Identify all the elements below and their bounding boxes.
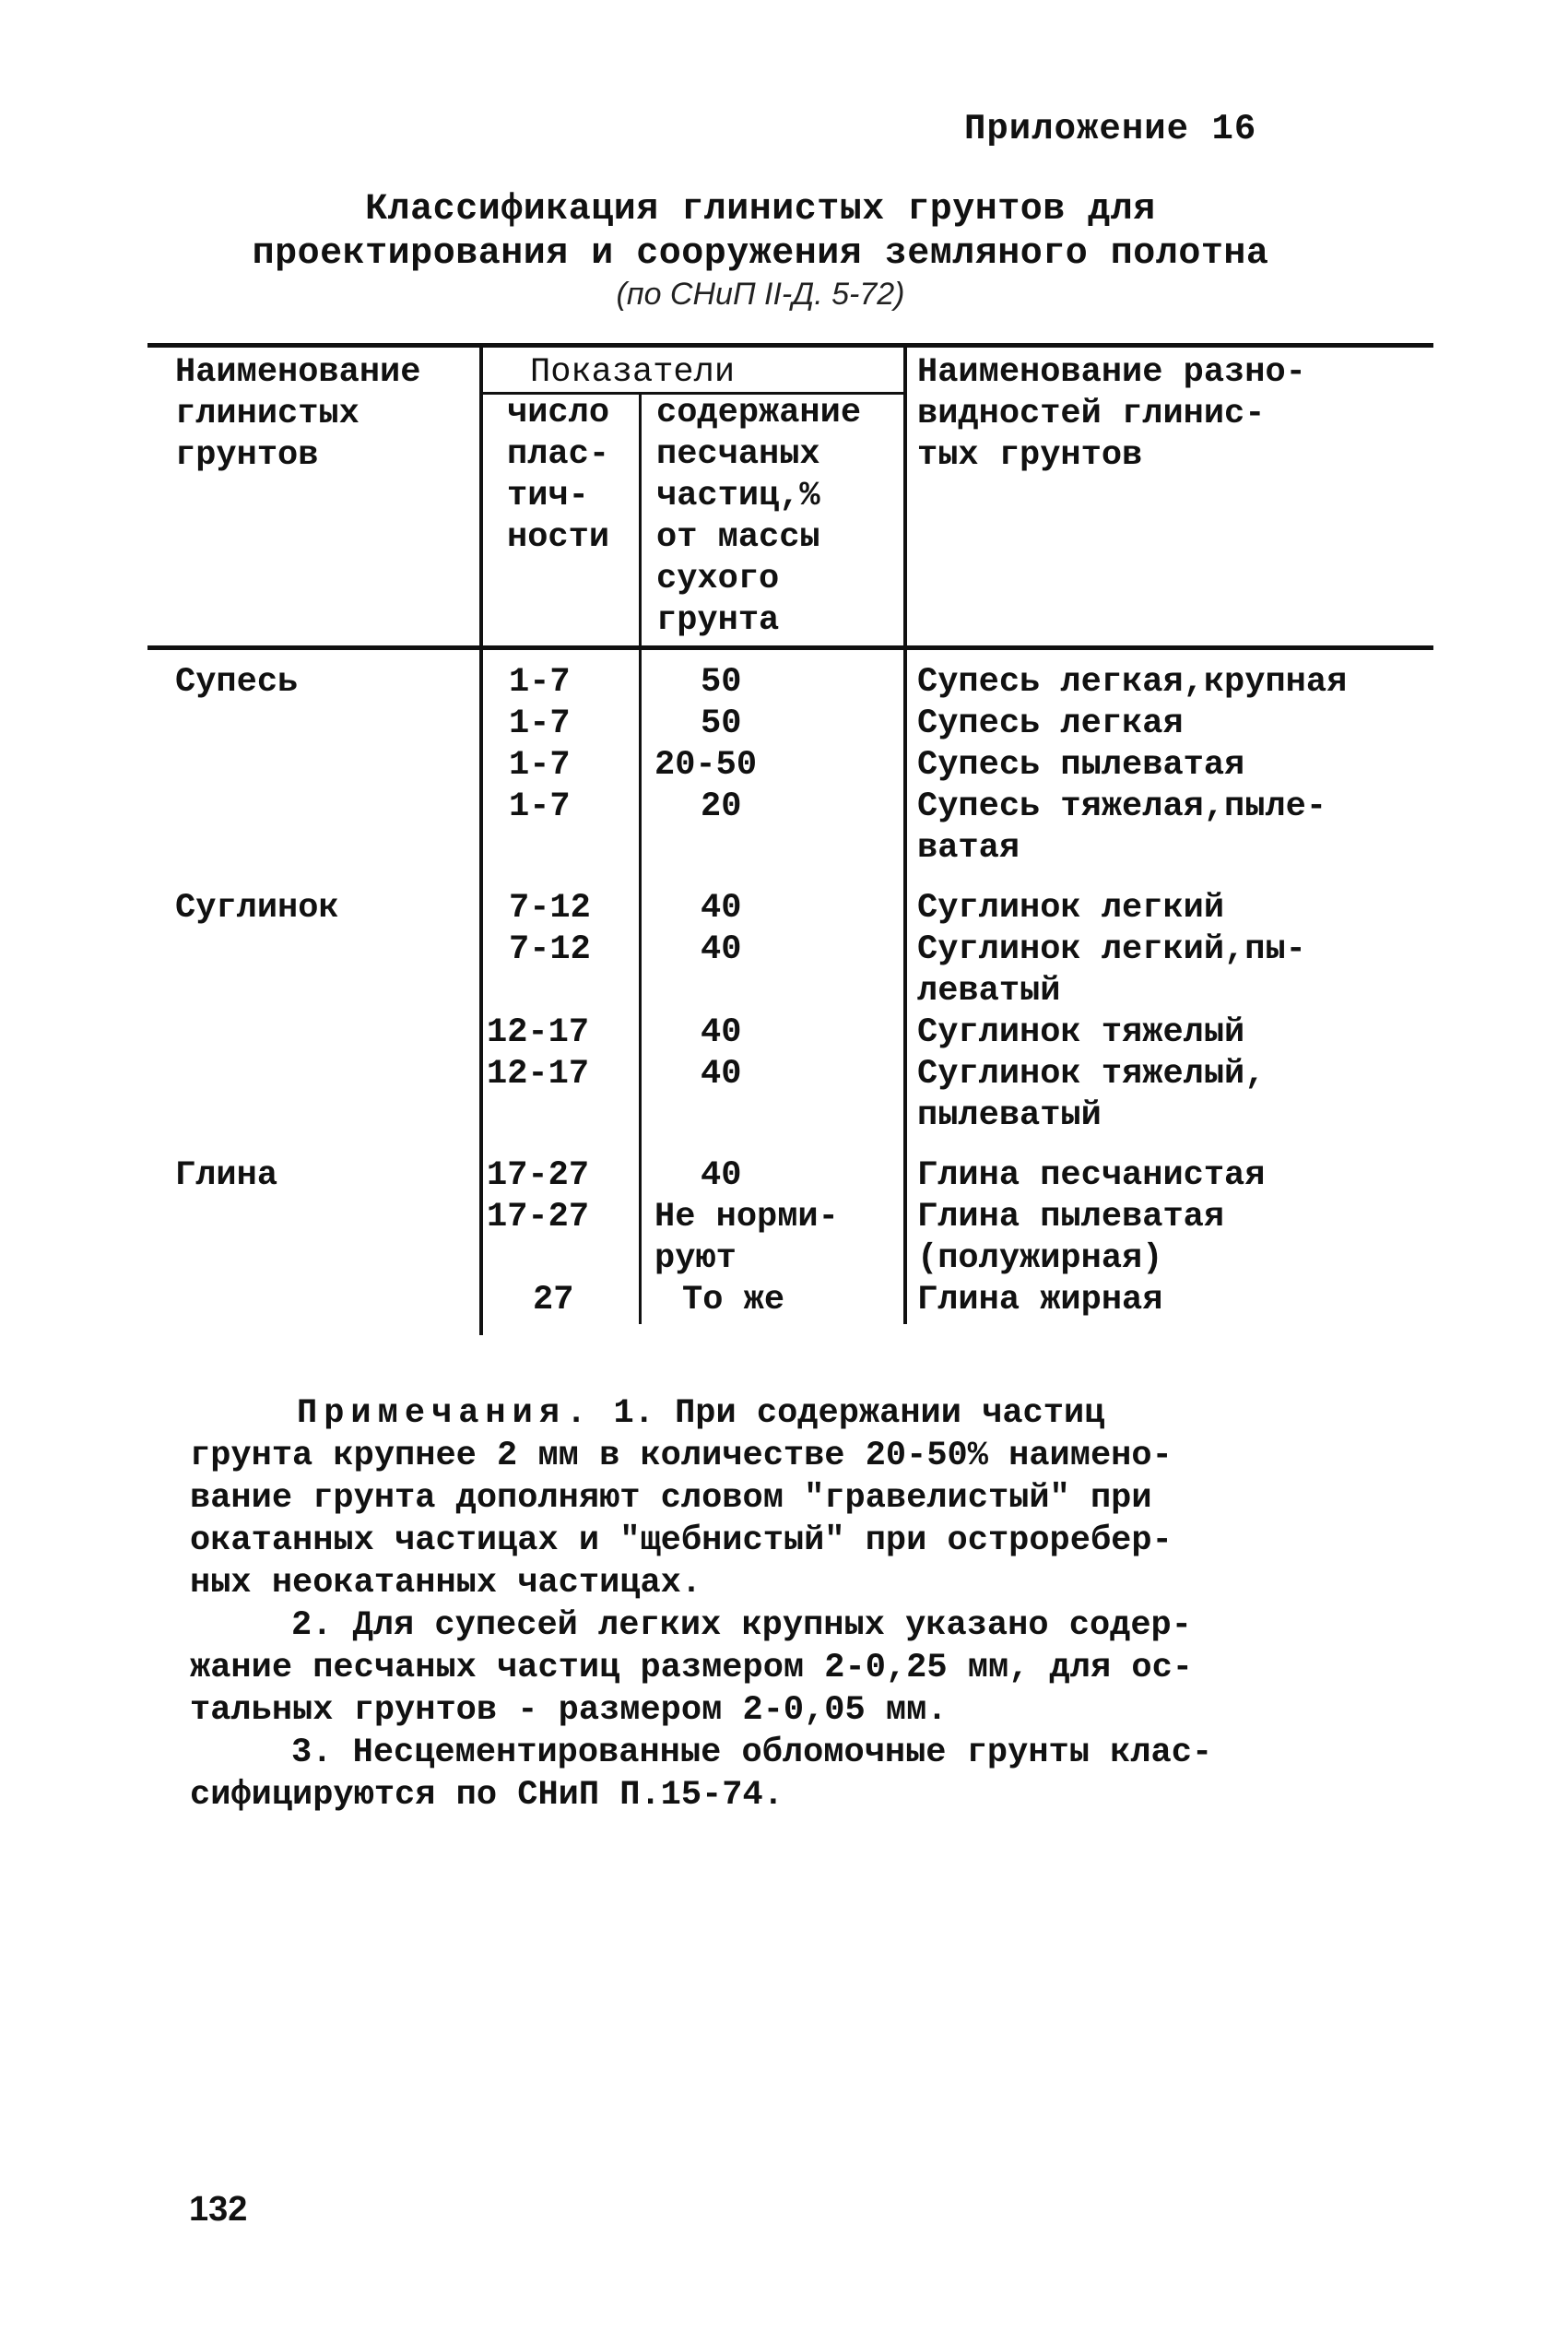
table-row-variety: Глина песчанистая: [917, 1156, 1266, 1195]
notes-line-2: грунта крупнее 2 мм в количестве 20-50% наимено-: [190, 1437, 1173, 1475]
table-row-sand: 40: [701, 1013, 742, 1052]
table-row-sand: 50: [701, 704, 742, 743]
table-row-plasticity: 17-27: [487, 1156, 590, 1195]
header-variety-name: Наименование разно- видностей глинис- тых грунтов: [917, 353, 1306, 475]
table-row-sand: 20-50: [654, 746, 758, 785]
table-row-variety: Суглинок тяжелый, пылеватый: [917, 1055, 1266, 1135]
table-row-plasticity: 27: [533, 1281, 574, 1319]
header-bottom-rule: [147, 645, 1433, 650]
table-title-line-2: проектирования и сооружения земляного полотна: [252, 233, 1269, 275]
notes-line-7: жание песчаных частиц размером 2-0,25 мм, для ос-: [190, 1649, 1193, 1687]
table-row-plasticity: 7-12: [509, 930, 591, 969]
table-row-variety: Супесь легкая,крупная: [917, 663, 1348, 702]
table-row-plasticity: 1-7: [509, 787, 571, 826]
table-row-plasticity: 12-17: [487, 1055, 590, 1094]
table-row-sand: Не норми- руют: [654, 1198, 839, 1278]
table-row-sand: То же: [682, 1281, 785, 1319]
group-name-clay: Глина: [175, 1156, 278, 1195]
notes-line-9: 3. Несцементированные обломочные грунты клас-: [291, 1733, 1213, 1772]
table-row-variety: Супесь легкая: [917, 704, 1184, 743]
table-row-plasticity: 1-7: [509, 663, 571, 702]
notes-line-8: тальных грунтов - размером 2-0,05 мм.: [190, 1691, 948, 1730]
table-row-variety: Глина пылеватая (полужирная): [917, 1198, 1225, 1278]
notes-heading: Примечания.: [297, 1394, 594, 1433]
table-row-sand: 40: [701, 889, 742, 928]
notes-block: [177, 1392, 1394, 1816]
table-top-rule: [147, 343, 1433, 348]
table-column-rule-3: [903, 347, 907, 1324]
notes-line-3: вание грунта дополняют словом "гравелистый" при: [190, 1479, 1152, 1518]
notes-line-5: ных неокатанных частицах.: [190, 1564, 702, 1603]
table-row-variety: Супесь тяжелая,пыле- ватая: [917, 787, 1327, 868]
table-row-variety: Суглинок легкий: [917, 889, 1225, 928]
notes-line-4: окатанных частицах и "щебнистый" при остроребер-: [190, 1521, 1173, 1560]
table-row-plasticity: 1-7: [509, 746, 571, 785]
page-number: 132: [189, 2190, 248, 2229]
table-row-sand: 20: [701, 787, 742, 826]
group-name-sandy-loam: Супесь: [175, 663, 299, 702]
table-row-variety: Супесь пылеватая: [917, 746, 1245, 785]
table-row-sand: 50: [701, 663, 742, 702]
table-row-sand: 40: [701, 1055, 742, 1094]
table-row-plasticity: 12-17: [487, 1013, 590, 1052]
table-column-rule-1: [479, 347, 483, 1335]
appendix-label: Приложение 16: [964, 109, 1257, 149]
header-sand-content: содержание песчаных частиц,% от массы сухого грунта: [656, 394, 862, 640]
table-row-sand: 40: [701, 1156, 742, 1195]
table-row-variety: Суглинок легкий,пы- леватый: [917, 930, 1306, 1011]
table-row-plasticity: 17-27: [487, 1198, 590, 1236]
group-name-loam: Суглинок: [175, 889, 339, 928]
table-row-plasticity: 1-7: [509, 704, 571, 743]
table-row-variety: Суглинок тяжелый: [917, 1013, 1245, 1052]
table-title-line-1: Классификация глинистых грунтов для: [365, 189, 1156, 231]
table-row-sand: 40: [701, 930, 742, 969]
notes-line-6: 2. Для супесей легких крупных указано содер-: [291, 1606, 1192, 1645]
header-soil-name: Наименование глинистых грунтов: [175, 353, 421, 475]
table-row-plasticity: 7-12: [509, 889, 591, 928]
notes-line-10: сифицируются по СНиП П.15-74.: [190, 1776, 784, 1815]
table-subtitle: (по СНиП II-Д. 5-72): [616, 277, 905, 312]
table-row-variety: Глина жирная: [917, 1281, 1163, 1319]
header-plasticity-index: число плас- тич- ности: [507, 394, 610, 557]
table-column-rule-2: [639, 393, 642, 1324]
notes-line-1: Примечания. 1. При содержании частиц: [297, 1394, 1105, 1433]
header-indicators: Показатели: [530, 353, 736, 392]
